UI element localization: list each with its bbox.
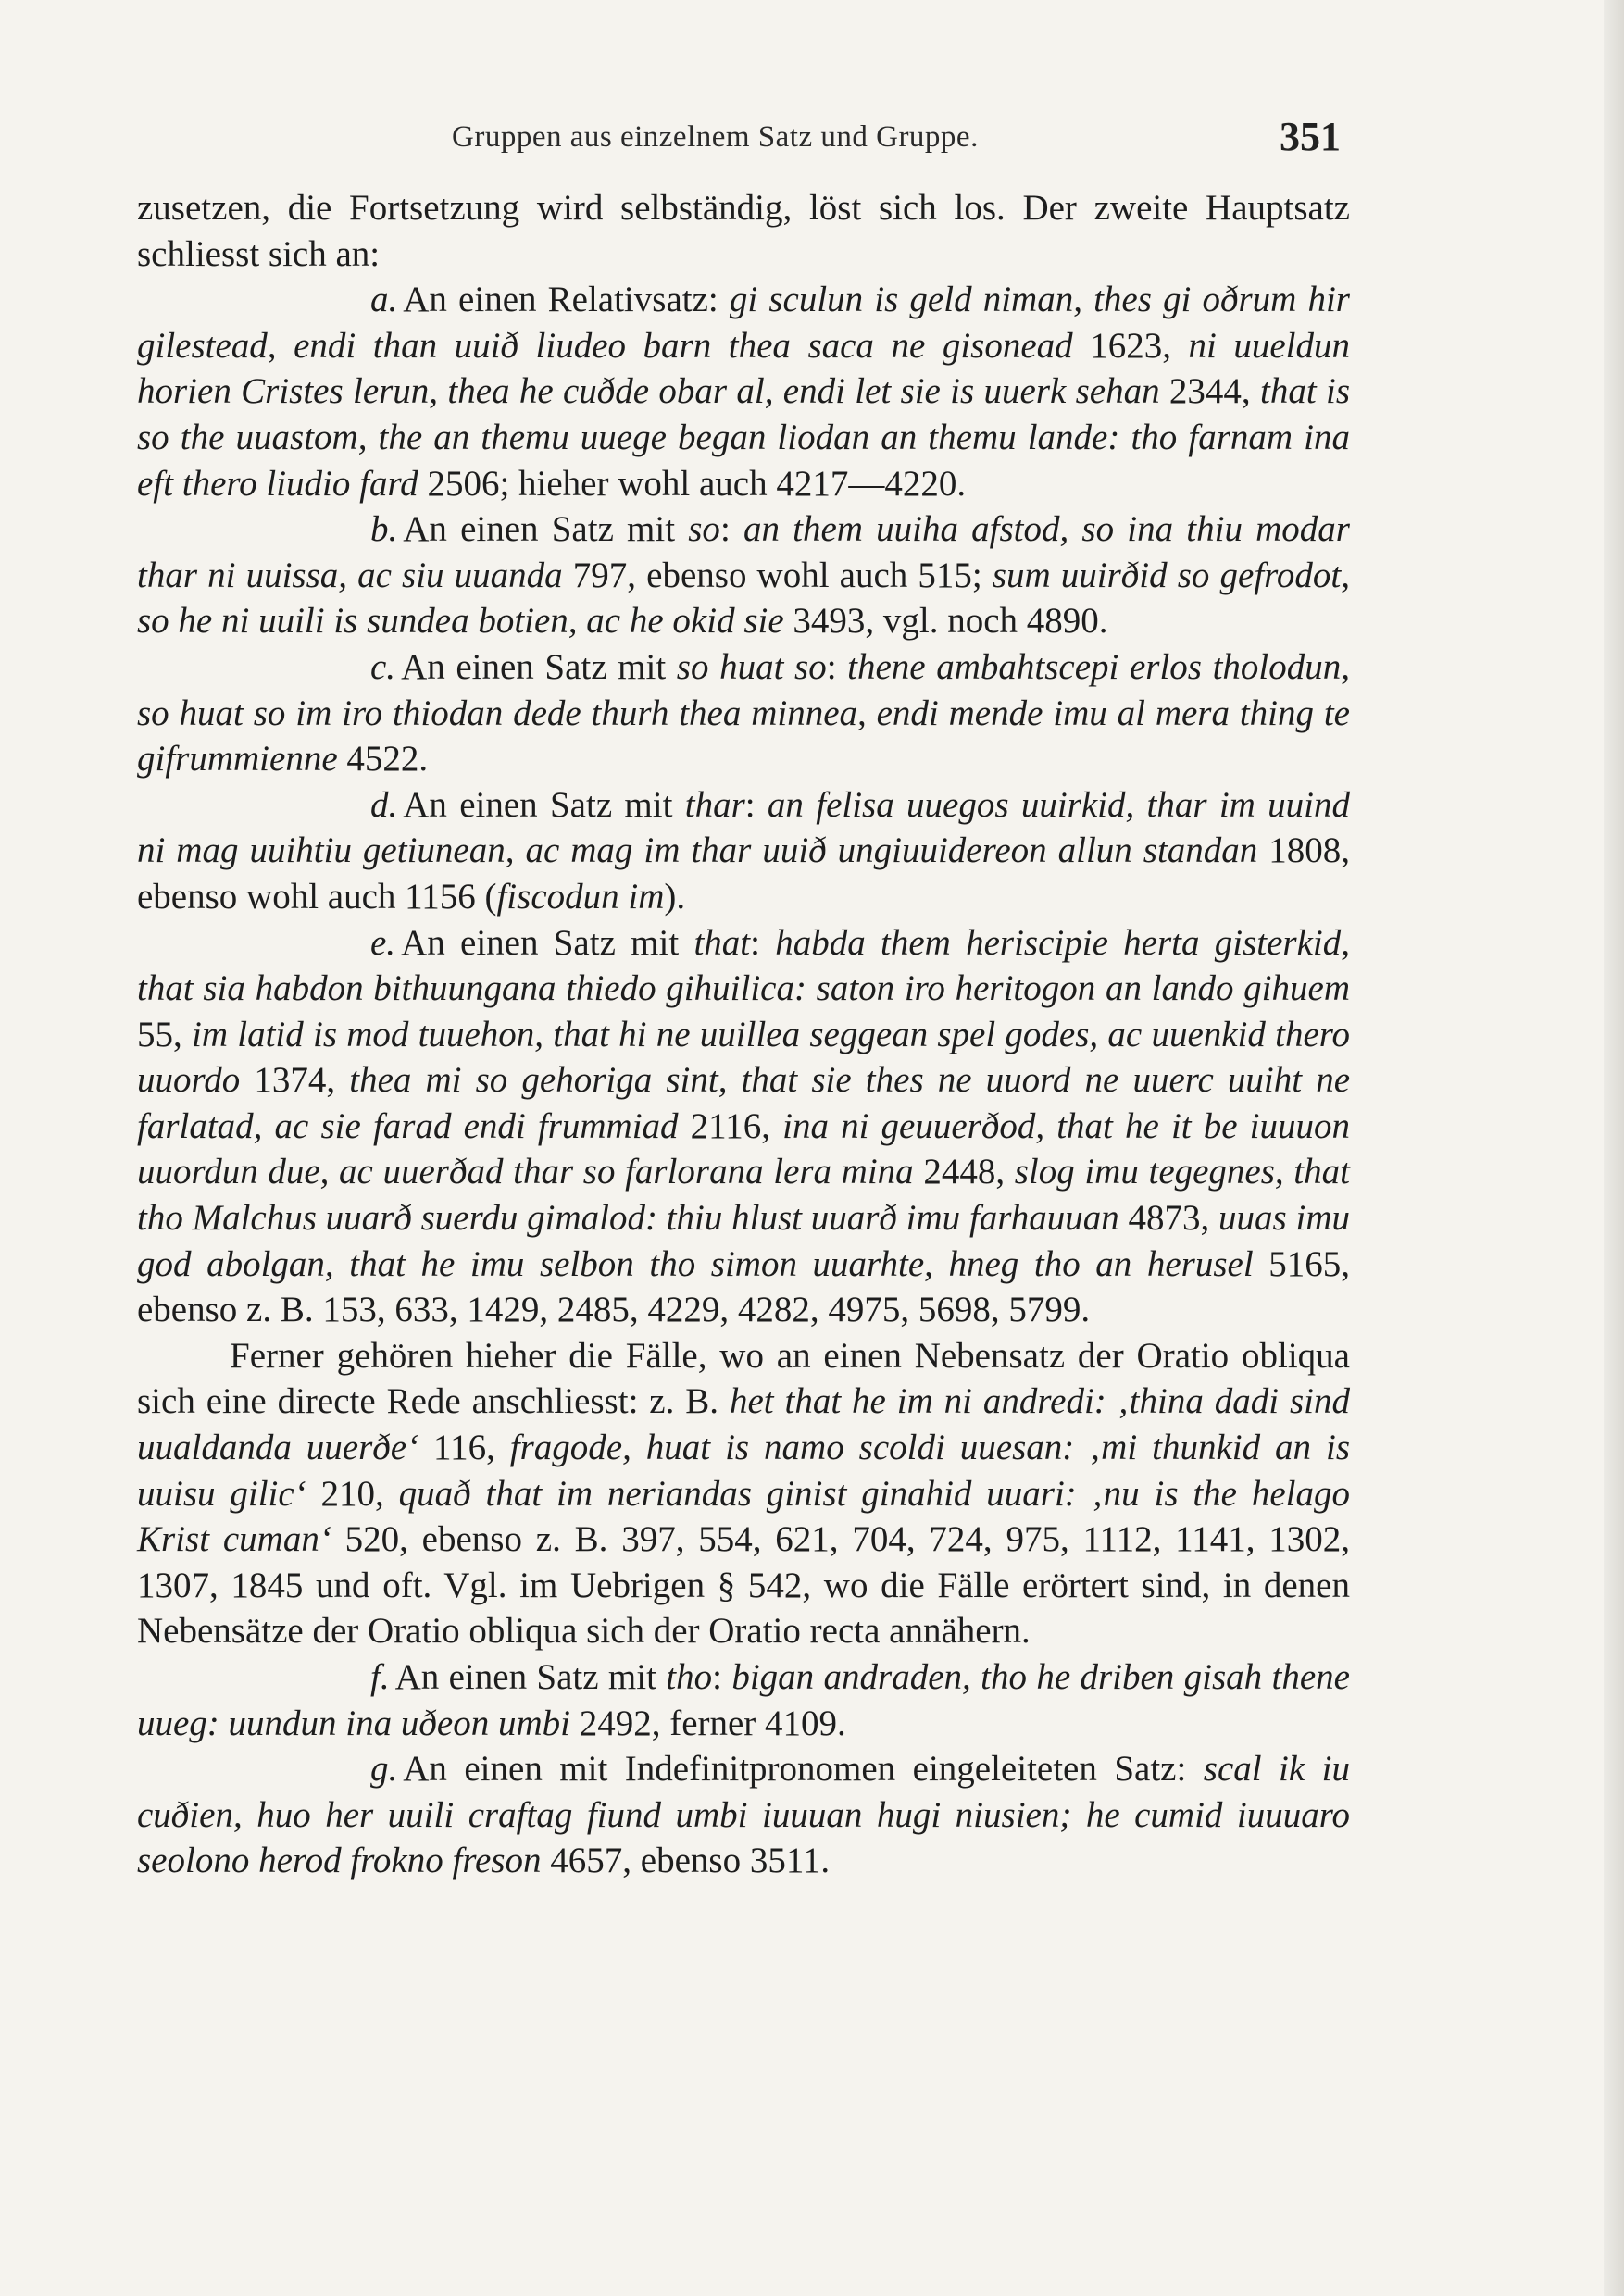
- running-header: [137, 109, 1350, 165]
- paragraph: [137, 1333, 1350, 1654]
- quoted-text: uuas imu god abolgan, that he imu selbon tho simon uuarhte, hneg tho an herusel: [137, 1198, 1350, 1284]
- item-marker: d.: [370, 784, 398, 825]
- list-item-paragraph: [137, 1746, 1350, 1884]
- text-run: 4873,: [1118, 1198, 1219, 1239]
- quoted-text: an felisa uuegos uuirkid, thar im uuind ni mag uuihtiu getiunean, ac mag im thar uuið ungiuuidereon allun standan: [137, 784, 1350, 871]
- quoted-text: ni uueldun horien Cristes lerun, thea he cuðde obar al, endi let sie is uuerk sehan: [137, 325, 1351, 412]
- text-run: An einen mit Indefinitpronomen eingeleiteten Satz:: [403, 1749, 1204, 1790]
- quoted-text: thene ambahtscepi erlos tholodun, so huat so im iro thiodan dede thurh thea minnea, endi mende imu al mera thing te gifrummienne: [137, 646, 1350, 780]
- quoted-text: tho: [666, 1657, 713, 1697]
- text-run: 2116,: [678, 1105, 783, 1146]
- text-run: zusetzen, die Fortsetzung wird selbständig, löst sich los. Der zweite Hauptsatz schliesst sich an:: [137, 188, 1350, 274]
- text-run: 210,: [306, 1473, 399, 1514]
- text-run: An einen Satz mit: [401, 646, 677, 687]
- quoted-text: thea mi so gehoriga sint, that sie thes ne uuord ne uuerc uuiht ne farlatad, ac sie farad endi frummiad: [137, 1060, 1351, 1146]
- item-marker: e.: [370, 922, 396, 963]
- text-run: Ferner gehören hieher die Fälle, wo an einen Nebensatz der Oratio obliqua sich eine directe Rede anschliesst: z. B.: [137, 1335, 1350, 1422]
- text-run: 797, ebenso wohl auch 515;: [562, 555, 993, 595]
- list-item-paragraph: [137, 506, 1350, 644]
- text-run: :: [750, 922, 776, 963]
- text-run: 4522.: [337, 739, 429, 780]
- quoted-text: habda them heriscipie herta gisterkid, that sia habdon bithuungana thiedo gihuilica: saton iro heritogon an lando gihuem: [137, 922, 1351, 1009]
- quoted-text: that is so the uuastom, the an themu uuege began liodan an themu lande: tho farnam ina eft thero liudio fard: [137, 371, 1350, 504]
- page-edge-shadow: [1604, 0, 1624, 2296]
- quoted-text: fragode, huat is namo scoldi uuesan: ‚mi thunkid an is uuisu gilic‘: [137, 1428, 1350, 1514]
- text-run: :: [826, 646, 848, 687]
- page-body: [137, 185, 1350, 1884]
- list-item-paragraph: [137, 277, 1350, 506]
- text-run: 2448,: [913, 1152, 1015, 1192]
- quoted-text: thar: [684, 784, 745, 825]
- quoted-text: that: [693, 922, 751, 963]
- text-run: 55,: [137, 1014, 192, 1054]
- list-item-paragraph: [137, 644, 1350, 782]
- text-run: 2492, ferner 4109.: [569, 1703, 846, 1743]
- text-run: 2344,: [1159, 371, 1260, 412]
- item-marker: b.: [370, 509, 398, 550]
- text-run: :: [744, 784, 768, 825]
- text-run: 1623,: [1072, 325, 1189, 366]
- text-run: :: [719, 509, 743, 550]
- text-run: An einen Satz mit: [401, 922, 694, 963]
- quoted-text: het that he im ni andredi: ‚thina dadi sind uualdanda uuerðe‘: [137, 1381, 1350, 1468]
- quoted-text: so huat so: [676, 646, 827, 687]
- running-title: Gruppen aus einzelnem Satz und Gruppe.: [452, 120, 979, 154]
- quoted-text: gi sculun is geld niman, thes gi oðrum hir gilestead, endi than uuið liudeo barn thea saca ne gisonead: [137, 280, 1350, 366]
- text-run: 3493, vgl. noch 4890.: [783, 601, 1108, 642]
- text-run: ).: [664, 876, 686, 917]
- text-run: 1808, ebenso wohl auch 1156 (: [137, 830, 1351, 917]
- list-item-paragraph: [137, 920, 1350, 1333]
- text-run: An einen Satz mit: [403, 784, 685, 825]
- list-item-paragraph: [137, 1654, 1350, 1746]
- quoted-text: fiscodun im: [496, 876, 665, 917]
- item-marker: a.: [370, 280, 398, 320]
- page-number: 351: [1280, 114, 1341, 159]
- quoted-text: quað that im neriandas ginist ginahid uuari: ‚nu is the helago Krist cuman‘: [137, 1473, 1350, 1560]
- paragraph: [137, 185, 1350, 277]
- text-run: An einen Relativsatz:: [403, 280, 730, 320]
- quoted-text: im latid is mod tuuehon, that hi ne uuillea seggean spel godes, ac uuenkid thero uuordo: [137, 1014, 1351, 1101]
- list-item-paragraph: [137, 782, 1350, 920]
- text-run: 4657, ebenso 3511.: [541, 1841, 831, 1881]
- quoted-text: scal ik iu cuðien, huo her uuili craftag fiund umbi iuuuan hugi niusien; he cumid iuuuaro seolono herod frokno freson: [137, 1749, 1350, 1881]
- text-run: An einen Satz mit: [394, 1657, 667, 1697]
- text-run: :: [712, 1657, 732, 1697]
- quoted-text: sum uuirðid so gefrodot, so he ni uuili is sundea botien, ac he okid sie: [137, 555, 1350, 642]
- text-run: 5165, ebenso z. B. 153, 633, 1429, 2485, 4229, 4282, 4975, 5698, 5799.: [137, 1243, 1350, 1330]
- text-run: 520, ebenso z. B. 397, 554, 621, 704, 724, 975, 1112, 1141, 1302, 1307, 1845 und oft. Vgl. im Uebrigen § 542, wo die Fälle erörtert sind, in denen Nebensätze der Oratio obliqua sich der Oratio recta annähern.: [137, 1519, 1351, 1652]
- text-run: 2506; hieher wohl auch 4217—4220.: [418, 463, 967, 504]
- quoted-text: so: [688, 509, 720, 550]
- quoted-text: ina ni geuuerðod, that he it be iuuuon uuordun due, ac uuerðad thar so farlorana lera mina: [137, 1105, 1351, 1192]
- text-run: 116,: [418, 1428, 510, 1468]
- quoted-text: an them uuiha afstod, so ina thiu modar thar ni uuissa, ac siu uuanda: [137, 509, 1350, 595]
- item-marker: c.: [370, 646, 396, 687]
- text-run: 1374,: [240, 1060, 350, 1101]
- text-run: An einen Satz mit: [403, 509, 689, 550]
- quoted-text: slog imu tegegnes, that tho Malchus uuarð suerdu gimalod: thiu hlust uuarð imu farhauuan: [137, 1152, 1350, 1239]
- item-marker: f.: [370, 1657, 390, 1697]
- quoted-text: bigan andraden, tho he driben gisah thene uueg: uundun ina uðeon umbi: [137, 1657, 1350, 1743]
- item-marker: g.: [370, 1749, 398, 1790]
